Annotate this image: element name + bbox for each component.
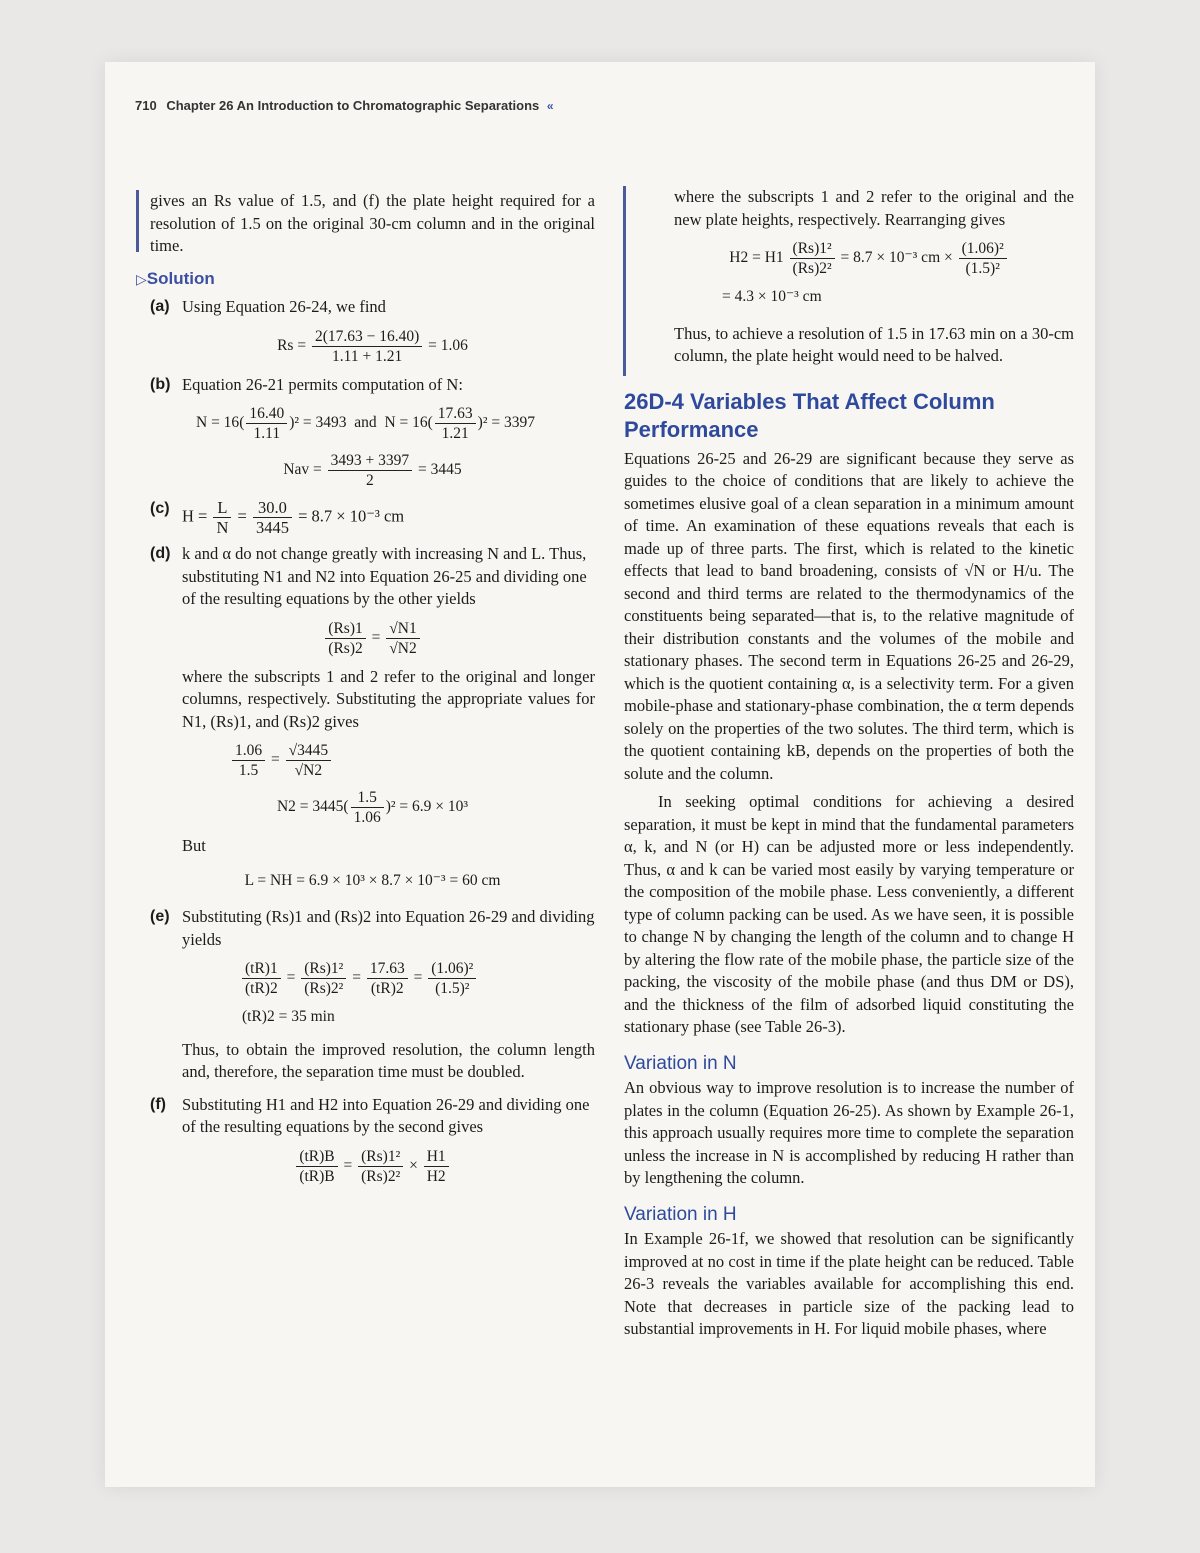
eq-lhs: N = 16 <box>384 414 428 432</box>
page-number: 710 <box>135 98 157 113</box>
eq-rhs: = 3445 <box>418 461 462 479</box>
step-label: (d) <box>150 545 171 562</box>
chapter-title: Chapter 26 An Introduction to Chromatographic Separations <box>166 98 540 113</box>
numerator: (1.06)² <box>959 239 1007 259</box>
step-text: Substituting (Rs)1 and (Rs)2 into Equation 26-29 and dividing yields <box>182 907 595 949</box>
denominator: 3445 <box>255 518 289 537</box>
where-text: where the subscripts 1 and 2 refer to the original and longer columns, respectively. Substituting the appropriate values for N1, (Rs)1, and (Rs)2 gives <box>182 666 595 731</box>
eq-rhs: = 3493 <box>302 414 347 432</box>
denominator: (Rs)2² <box>792 260 832 277</box>
equation-d3: N2 = 3445( $\frac{1.5}{1.06}$ )² = 6.9 × 10³ <box>276 789 469 826</box>
fraction <box>246 404 287 443</box>
denominator: (tR)2 <box>370 980 404 997</box>
fraction <box>253 498 292 537</box>
equation-d4: L = NH = 6.9 × 10³ × 8.7 × 10⁻³ = 60 cm <box>244 871 501 889</box>
step-e <box>150 906 595 951</box>
right-intro: where the subscripts 1 and 2 refer to the original and the new plate heights, respectively. Rearranging gives <box>674 187 1074 229</box>
step-label: (e) <box>150 908 170 925</box>
equation-f: $\frac{(tR)B}{(tR)B}$ = $\frac{\text{(Rs)1²}}{\text{(Rs)2²}}$ × $\frac{H1}{H2}$ <box>150 1147 595 1186</box>
denominator: (tR)2 <box>245 980 278 997</box>
equation-e2: (tR)2 = 35 min <box>242 1008 335 1025</box>
running-head <box>135 98 554 113</box>
fraction <box>286 741 332 780</box>
numerator: √N1 <box>386 619 419 639</box>
step-text: Substituting H1 and H2 into Equation 26-29 and dividing one of the resulting equations by the second gives <box>182 1094 590 1136</box>
eq-lhs: Nav = <box>283 461 322 479</box>
denominator: 1.06 <box>353 809 381 826</box>
left-column <box>136 190 595 1194</box>
fraction <box>325 619 365 658</box>
fraction <box>296 1147 337 1186</box>
fraction <box>790 239 835 278</box>
paragraph-4: In Example 26-1f, we showed that resolution can be significantly improved at no cost in time if the plate height can be reduced. Table 26-3 reveals the variables available for accomplishing this end. Note that decreases in particle size of the packing lead to substantial improvements in H. For liquid mobile phases, where <box>624 1229 1074 1338</box>
numerator: L <box>213 498 231 518</box>
fraction <box>242 959 281 998</box>
eq-mid: = 8.7 × 10⁻³ cm × <box>840 249 953 267</box>
equation-nav <box>150 451 595 490</box>
subsection-title-n: Variation in N <box>624 1052 737 1074</box>
example-margin-bar <box>136 190 139 252</box>
denominator: (Rs)2² <box>304 980 344 997</box>
numerator: 3493 + 3397 <box>328 451 413 471</box>
eq-and: and <box>354 414 377 432</box>
denominator: (1.5)² <box>435 980 470 997</box>
equation-d1: $\frac{(Rs)1}{(Rs)2}$ = $\frac{√N1}{√N2}$ <box>150 619 595 658</box>
step-label: (a) <box>150 298 170 315</box>
fraction <box>358 1147 403 1186</box>
eq-lhs: H = <box>182 506 208 526</box>
fraction <box>386 619 419 658</box>
denominator: 1.11 + 1.21 <box>332 347 403 365</box>
fraction <box>959 239 1007 278</box>
paragraph-2: In seeking optimal conditions for achieving a desired separation, it must be kept in mind that the fundamental parameters α, k, and N (or H) can be adjusted more or less independently. Thus, α and k can be varied most easily by varying temperature or the composition of the mobile phase. Less conveniently, a different type of column packing can be used. As we have seen, it is possible to change N by changing the length of the column and to change H by altering the flow rate of the mobile phase, the particle size of the packing, the viscosity of the mobile phase (and thus DM or DS), and the thickness of the film of adsorbed liquid constituting the stationary phase (see Table 26-3). <box>624 792 1074 1036</box>
example-intro: gives an Rs value of 1.5, and (f) the plate height required for a resolution of 1.5 on the original 30-cm column and in the original time. <box>150 191 595 255</box>
equation-c: H = $\frac{L}{N}$ = $\frac{30.0}{3445}$ = 8.7 × 10⁻³ cm <box>182 498 405 537</box>
paragraph-1: Equations 26-25 and 26-29 are significant because they serve as guides to the choice of conditions that are likely to achieve the sometimes elusive goal of a clean separation in a minimum amount of time. An examination of these equations reveals that each is made up of three parts. The first, which is related to the kinetic effects that lead to band broadening, consists of √N or H/u. The second and third terms are related to the thermodynamics of the constituents being separated—that is, to the relative magnitude of their distribution constants and the volumes of the mobile and stationary phases. The second term in Equations 26-25 and 26-29, which is the quotient containing α, is a selectivity term. For a given mobile-phase and stationary-phase combination, the α term depends solely on the properties of the two solutes. The third term, which is the quotient containing kB, depends on the properties of both the solute and the column. <box>624 448 1074 783</box>
step-text: Equation 26-21 permits computation of N: <box>182 374 463 394</box>
step-text: k and α do not change greatly with increasing N and L. Thus, substituting N1 and N2 into Equation 26-25 and dividing one of the resulting equations by the other yields <box>182 544 587 608</box>
right-conclusion: Thus, to achieve a resolution of 1.5 in 17.63 min on a 30-cm column, the plate height would need to be halved. <box>674 323 1074 365</box>
equation-d2: $\frac{1.06}{1.5}$ = $\frac{√3445}{√N2}$ <box>230 741 595 780</box>
numerator: √3445 <box>286 741 332 761</box>
step-label: (c) <box>150 500 170 517</box>
denominator: (1.5)² <box>965 260 1000 277</box>
denominator: N <box>216 518 229 537</box>
eq-rhs: = 8.7 × 10⁻³ cm <box>298 506 405 526</box>
fraction <box>424 1147 449 1186</box>
but-text: But <box>182 836 206 855</box>
denominator: √N2 <box>389 639 417 657</box>
fraction <box>428 959 476 998</box>
step-label: (b) <box>150 375 171 393</box>
equation-b: N = 16( $\frac{16.40}{1.11}$ )² = 3493 and N = 16( $\frac{17.63}{1.21}$ )² = 3397 <box>196 405 535 442</box>
step-f <box>150 1094 595 1139</box>
denominator: H2 <box>426 1167 446 1185</box>
numerator: (Rs)1² <box>790 239 835 259</box>
denominator: √N2 <box>294 762 323 779</box>
denominator: (tR)B <box>299 1167 335 1185</box>
numerator: (Rs)1² <box>301 959 346 979</box>
eq-rhs: = 3397 <box>491 414 535 432</box>
denominator: (Rs)2² <box>361 1167 401 1185</box>
equation-r2: = 4.3 × 10⁻³ cm <box>722 288 822 305</box>
denominator: 1.21 <box>441 425 469 442</box>
numerator: 1.06 <box>232 741 265 761</box>
denominator: 2 <box>366 472 374 489</box>
triangle-icon: ▷ <box>136 270 147 287</box>
numerator: 16.40 <box>246 404 287 424</box>
numerator: 17.63 <box>435 404 476 424</box>
equation-a <box>150 327 595 366</box>
paragraph-3: An obvious way to improve resolution is to increase the number of plates in the column (Equation 26-25). As shown by Example 26-1, this approach usually requires more time to complete the separation unless the increase in N is accomplished by reducing H rather than by lengthening the column. <box>624 1078 1074 1187</box>
eq-lhs: N = 16 <box>196 414 240 432</box>
numerator: (1.06)² <box>428 959 476 979</box>
equation-r1 <box>624 239 1074 278</box>
fraction <box>367 959 408 998</box>
eq-lhs: N2 = 3445 <box>276 798 344 816</box>
subsection-title-h: Variation in H <box>624 1203 737 1225</box>
step-c <box>150 498 595 537</box>
fraction <box>213 498 231 537</box>
step-d <box>150 543 595 611</box>
step-label: (f) <box>150 1095 166 1113</box>
eq-rhs: = 1.06 <box>428 336 468 354</box>
denominator: 1.11 <box>253 425 281 442</box>
denominator: (Rs)2 <box>328 639 363 657</box>
eq-rhs: = 6.9 × 10³ <box>399 798 469 816</box>
step-a <box>150 296 595 319</box>
eq-lhs: Rs = <box>277 336 307 354</box>
step-text: Using Equation 26-24, we find <box>182 297 386 316</box>
chevron-icon: « <box>546 99 554 113</box>
section-title: 26D-4 Variables That Affect Column Performance <box>624 388 995 442</box>
fraction <box>301 959 346 998</box>
eq-lhs: H2 = H1 <box>729 249 784 267</box>
numerator: 17.63 <box>367 959 408 979</box>
numerator: (Rs)1 <box>325 619 365 639</box>
fraction <box>312 327 422 366</box>
conclusion-e: Thus, to obtain the improved resolution, the column length and, therefore, the separation time must be doubled. <box>182 1039 595 1081</box>
numerator: (tR)B <box>296 1147 337 1167</box>
numerator: 30.0 <box>253 498 292 518</box>
fraction <box>328 451 413 490</box>
numerator: 2(17.63 − 16.40) <box>312 327 422 347</box>
denominator: 1.5 <box>238 762 259 779</box>
numerator: H1 <box>424 1147 449 1167</box>
step-b <box>150 374 595 397</box>
numerator: (Rs)1² <box>358 1147 403 1167</box>
fraction <box>435 404 476 443</box>
solution-heading <box>136 268 595 291</box>
right-column <box>624 186 1074 1341</box>
equation-e1: $\frac{(tR)1}{(tR)2}$ = $\frac{\text{(Rs)1²}}{\text{(Rs)2²}}$ = $\frac{17.63}{(tR)2}$ = $\frac{\text{(1.06)²}}{\text{(1.5)²}}$ <box>240 959 595 998</box>
solution-label: Solution <box>146 268 215 288</box>
numerator: 1.5 <box>351 788 384 808</box>
fraction <box>351 788 384 827</box>
numerator: (tR)1 <box>242 959 281 979</box>
fraction <box>232 741 265 780</box>
